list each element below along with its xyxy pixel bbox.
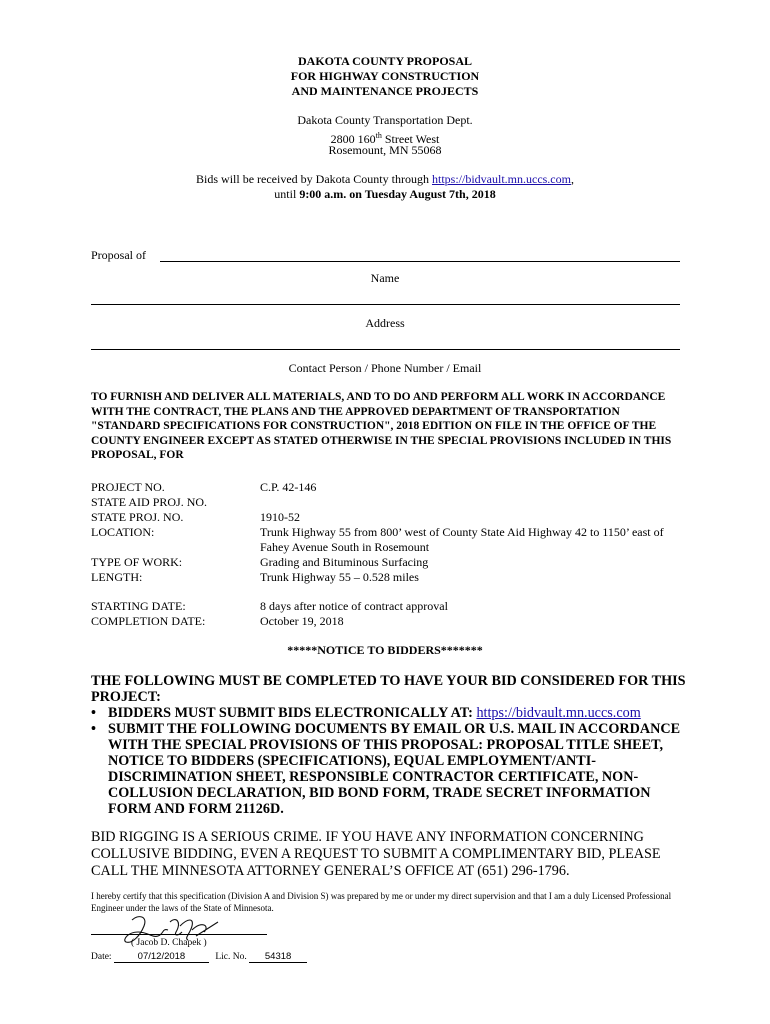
bullet-1-text: BIDDERS MUST SUBMIT BIDS ELECTRONICALLY AT: bbox=[108, 705, 477, 721]
project-no-label: PROJECT NO. bbox=[91, 480, 165, 494]
date-label: Date: bbox=[91, 952, 112, 962]
must-complete-heading: THE FOLLOWING MUST BE COMPLETED TO HAVE YOUR BID CONSIDERED FOR THIS PROJECT: bbox=[91, 673, 686, 705]
name-label: Name bbox=[370, 271, 400, 285]
title-line-1: DAKOTA COUNTY PROPOSAL bbox=[297, 54, 472, 68]
starting-date-value: 8 days after notice of contract approval bbox=[260, 599, 448, 613]
bullet-icon: • bbox=[91, 721, 96, 737]
type-of-work-label: TYPE OF WORK: bbox=[91, 555, 183, 569]
state-aid-label: STATE AID PROJ. NO. bbox=[91, 495, 208, 509]
until-prefix: until bbox=[274, 187, 300, 201]
length-label: LENGTH: bbox=[91, 570, 143, 584]
signature-line bbox=[91, 934, 267, 935]
title-line-3: AND MAINTENANCE PROJECTS bbox=[291, 84, 479, 98]
department-name: Dakota County Transportation Dept. bbox=[297, 113, 473, 127]
starting-date-label: STARTING DATE: bbox=[91, 599, 186, 613]
title-line-2: FOR HIGHWAY CONSTRUCTION bbox=[290, 69, 480, 83]
bid-deadline: 9:00 a.m. on Tuesday August 7th, 2018 bbox=[299, 187, 496, 201]
street-number: 2800 160 bbox=[330, 132, 376, 146]
scope-paragraph: TO FURNISH AND DELIVER ALL MATERIALS, AND TO DO AND PERFORM ALL WORK IN ACCORDANCE WITH THE CONTRACT, THE PLANS AND THE APPROVED DEPARTMENT OF TRANSPORTATION "STANDARD SPECIFICATIONS FOR CONSTRUCTION", 2018 EDITION ON FILE IN THE OFFICE OF THE COUNTY ENGINEER EXCEPT AS STATED OTHERWISE IN THE SPECIAL PROVISIONS INCLUDED IN THIS PROPOSAL, FOR bbox=[91, 391, 672, 462]
address-field[interactable] bbox=[91, 304, 680, 305]
completion-date-value: October 19, 2018 bbox=[260, 614, 344, 628]
completion-date-label: COMPLETION DATE: bbox=[91, 614, 206, 628]
bids-received-line bbox=[0, 172, 770, 187]
license-value: 54318 bbox=[249, 951, 307, 963]
city-state-zip: Rosemount, MN 55068 bbox=[328, 143, 442, 157]
location-label: LOCATION: bbox=[91, 525, 155, 539]
bidvault-link-2[interactable]: https://bidvault.mn.uccs.com bbox=[476, 705, 641, 721]
street-name: Street West bbox=[381, 132, 440, 146]
date-value: 07/12/2018 bbox=[114, 951, 209, 963]
bidvault-link[interactable]: https://bidvault.mn.uccs.com bbox=[431, 172, 571, 186]
date-row bbox=[91, 951, 307, 963]
type-of-work-value: Grading and Bituminous Surfacing bbox=[260, 555, 429, 569]
bid-rigging-warning: BID RIGGING IS A SERIOUS CRIME. IF YOU HAVE ANY INFORMATION CONCERNING COLLUSIVE BIDDING, EVEN A REQUEST TO SUBMIT A COMPLIMENTARY BID, PLEASE CALL THE MINNESOTA ATTORNEY GENERAL’S OFFICE AT (651) 296-1796. bbox=[91, 829, 661, 879]
location-value: Trunk Highway 55 from 800’ west of County State Aid Highway 42 to 1150’ east of Fahey Avenue South in Rosemount bbox=[260, 525, 664, 554]
bullet-submit-electronically bbox=[91, 705, 691, 721]
bullet-icon: • bbox=[91, 705, 96, 721]
bids-suffix: , bbox=[570, 172, 574, 186]
street-suffix: th bbox=[375, 131, 382, 140]
state-proj-label: STATE PROJ. NO. bbox=[91, 510, 184, 524]
address-label: Address bbox=[365, 316, 405, 330]
bullet-2-text: SUBMIT THE FOLLOWING DOCUMENTS BY EMAIL OR U.S. MAIL IN ACCORDANCE WITH THE SPECIAL PROVISIONS OF THIS PROPOSAL: PROPOSAL TITLE SHEET, NOTICE TO BIDDERS (SPECIFICATIONS), EQUAL EMPLOYMENT/ANTI-DISCRIMINATION SHEET, RESPONSIBLE CONTRACTOR CERTIFICATE, NON-COLLUSION DECLARATION, BID BOND FORM, TRADE SECRET INFORMATION FORM AND FORM 21126D. bbox=[108, 721, 681, 817]
bid-deadline-line bbox=[0, 187, 770, 202]
project-no-value: C.P. 42-146 bbox=[260, 480, 317, 494]
signer-name: ( Jacob D. Chapek ) bbox=[131, 938, 207, 948]
contact-field[interactable] bbox=[91, 349, 680, 350]
proposal-of-label: Proposal of bbox=[91, 248, 146, 262]
length-value: Trunk Highway 55 – 0.528 miles bbox=[260, 570, 419, 584]
state-proj-value: 1910-52 bbox=[260, 510, 300, 524]
bids-prefix: Bids will be received by Dakota County through bbox=[196, 172, 432, 186]
bullet-submit-documents bbox=[91, 721, 691, 817]
certification-statement: I hereby certify that this specification (Division A and Division S) was prepared by me or under my direct supervision and that I am a duly Licensed Professional Engineer under the laws of the State of Minnesota. bbox=[91, 891, 672, 913]
license-label: Lic. No. bbox=[215, 952, 247, 962]
proposal-name-field[interactable] bbox=[160, 261, 680, 262]
notice-heading: *****NOTICE TO BIDDERS******* bbox=[287, 643, 483, 657]
contact-label: Contact Person / Phone Number / Email bbox=[288, 361, 482, 375]
